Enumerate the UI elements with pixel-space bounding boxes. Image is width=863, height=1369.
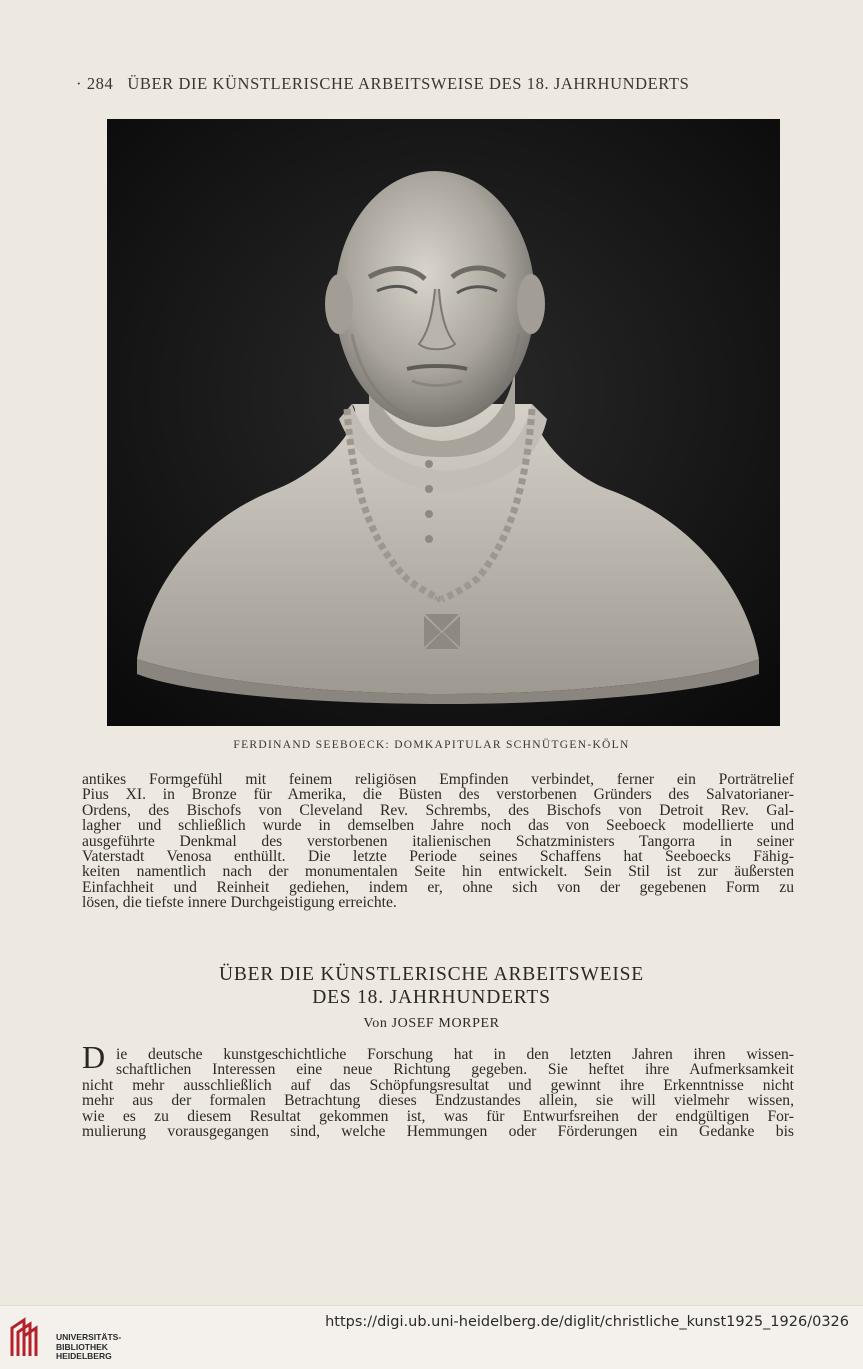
text-line: Vaterstadt Venosa enthüllt. Die letzte Periode seines Schaffens hat Seeboecks Fähig- xyxy=(82,848,794,866)
text-line: ausgeführte Denkmal des verstorbenen italienischen Schatzministers Tangorra in seiner xyxy=(82,832,794,850)
plate-caption: FERDINAND SEEBOECK: DOMKAPITULAR SCHNÜTGEN-KÖLN xyxy=(233,739,630,751)
text-line: schaftlichen Interessen eine neue Richtung gegeben. Sie heftet ihre Aufmerksamkeit xyxy=(116,1061,794,1079)
article-byline: Von JOSEF MORPER xyxy=(363,1016,500,1031)
text-line: mulierung vorausgegangen sind, welche Hemmungen oder Förderungen ein Gedanke bis xyxy=(82,1123,794,1141)
running-head-title: ÜBER DIE KÜNSTLERISCHE ARBEITSWEISE DES 18. JAHRHUNDERTS xyxy=(127,74,690,93)
text-line: Ordens, des Bischofs von Cleveland Rev. Schrembs, des Bischofs von Detroit Rev. Gal- xyxy=(82,801,794,819)
permalink-url[interactable]: https://digi.ub.uni-heidelberg.de/diglit/christliche_kunst1925_1926/0326 xyxy=(325,1314,849,1330)
page-number: · 284 xyxy=(76,74,114,93)
text-line: nicht mehr ausschließlich auf das Schöpfungsresultat und gewinnt ihre Erkenntnisse nicht xyxy=(82,1076,794,1094)
text-line: keiten namentlich nach der monumentalen Seite hin entwickelt. Sein Stil ist zur äußersten xyxy=(82,863,794,881)
text-line: mehr aus der formalen Betrachtung dieses Endzustandes allein, sie will vielmehr wissen, xyxy=(82,1092,794,1110)
library-name-line: BIBLIOTHEK xyxy=(56,1341,108,1352)
article-title-line-2: DES 18. JAHRHUNDERTS xyxy=(312,987,551,1008)
text-line: antikes Formgefühl mit feinem religiösen Empfinden verbindet, ferner ein Porträtrelief xyxy=(82,771,794,788)
library-name-line: UNIVERSITÄTS- xyxy=(56,1332,122,1342)
article-first-paragraph xyxy=(82,1047,794,1139)
text-line: ie deutsche kunstgeschichtliche Forschung hat in den letzten Jahren ihren wissen- xyxy=(116,1046,794,1063)
universitaetsbibliothek-heidelberg-logo-icon xyxy=(8,1316,44,1360)
text-line: Einfachheit und Reinheit gediehen, indem er, ohne sich von der gegebenen Form zu xyxy=(82,878,794,896)
text-line: wie es zu diesem Resultat gekommen ist, was für Entwurfsreihen der endgültigen For- xyxy=(82,1107,794,1125)
drop-cap: D xyxy=(82,1039,106,1075)
library-name-line: HEIDELBERG xyxy=(56,1351,112,1361)
library-logo[interactable] xyxy=(8,1316,128,1360)
text-line: Pius XI. in Bronze für Amerika, die Büsten des verstorbenen Gründers des Salvatorianer- xyxy=(82,786,794,804)
article-title-line-1: ÜBER DIE KÜNSTLERISCHE ARBEITSWEISE xyxy=(218,964,645,985)
text-line: lagher und schließlich wurde in demselben Jahre noch das von Seeboeck modellierte und xyxy=(82,817,794,835)
text-line: lösen, die tiefste innere Durchgeistigung erreichte. xyxy=(82,894,397,912)
bust-photo xyxy=(107,119,780,726)
library-name xyxy=(56,1333,121,1362)
paragraph-continuation xyxy=(82,772,794,911)
running-head xyxy=(76,74,788,94)
bust-sculpture-photo-icon xyxy=(107,119,780,726)
